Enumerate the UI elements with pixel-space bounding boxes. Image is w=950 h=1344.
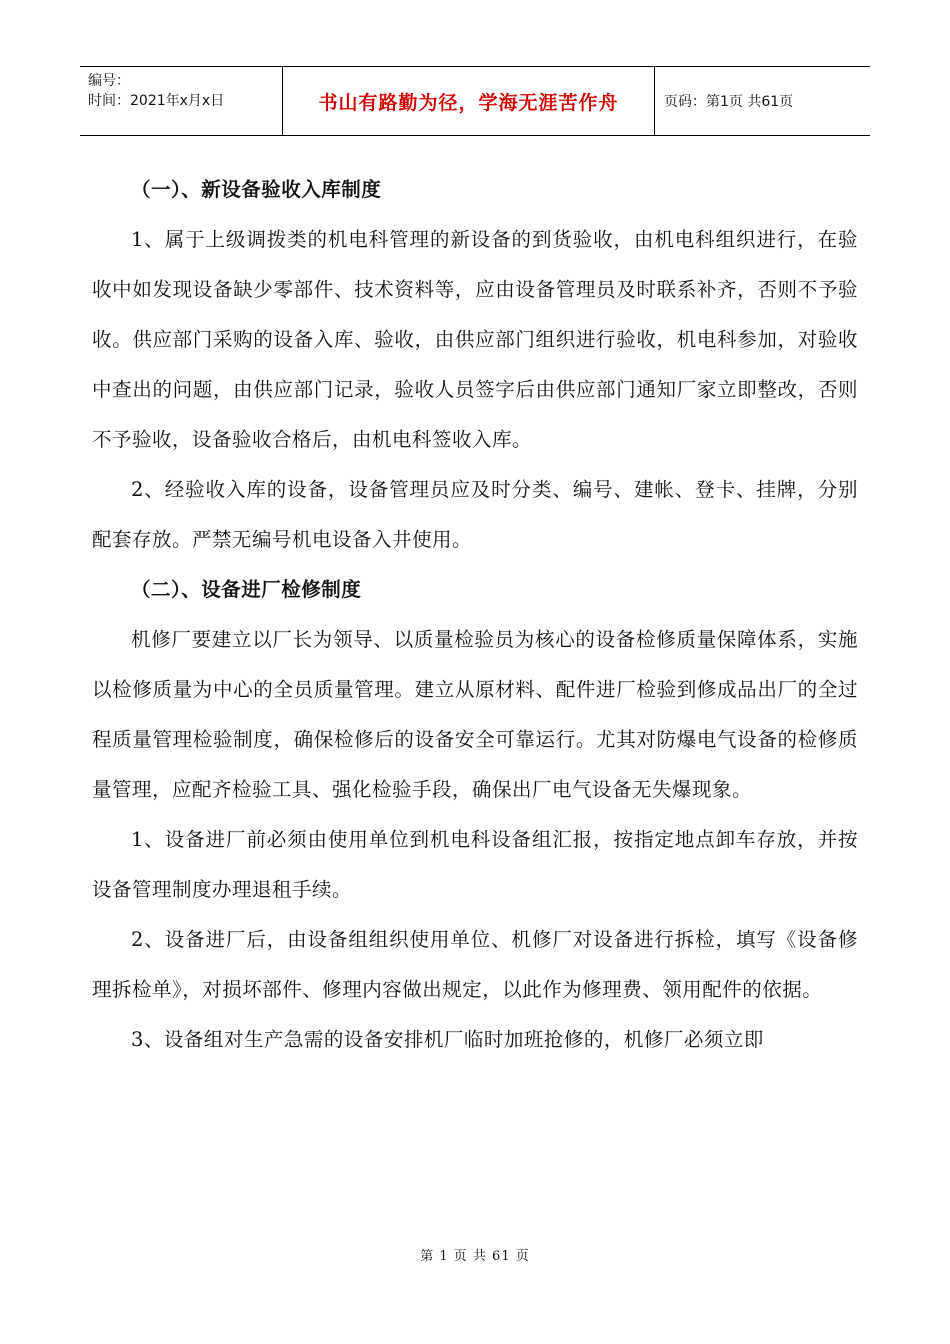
page-footer: 第 1 页 共 61 页: [420, 1249, 530, 1264]
paragraph: 1、属于上级调拨类的机电科管理的新设备的到货验收，由机电科组织进行，在验收中如发现设备缺少零部件、技术资料等，应由设备管理员及时联系补齐，否则不予验收。供应部门采购的设备入库、验收，由供应部门组织进行验收，机电科参加，对验收中查出的问题，由供应部门记录，验收人员签字后由供应部门通知厂家立即整改，否则不予验收，设备验收合格后，由机电科签收入库。: [92, 228, 858, 451]
header-motto-cell: [282, 67, 655, 135]
paragraph: 2、经验收入库的设备，设备管理员应及时分类、编号、建帐、登卡、挂牌，分别配套存放。严禁无编号机电设备入井使用。: [92, 478, 858, 551]
header-page-cell: [655, 67, 870, 135]
time-label: 时间：2021年x月x日: [88, 93, 225, 109]
paragraph: 机修厂要建立以厂长为领导、以质量检验员为核心的设备检修质量保障体系，实施以检修质量为中心的全员质量管理。建立从原材料、配件进厂检验到修成品出厂的全过程质量管理检验制度，确保检修后的设备安全可靠运行。尤其对防爆电气设备的检修质量管理，应配齐检验工具、强化检验手段，确保出厂电气设备无失爆现象。: [92, 628, 858, 801]
header-table: [80, 66, 870, 136]
motto-text: 书山有路勤为径，学海无涯苦作舟: [318, 91, 619, 114]
paragraph: 1、设备进厂前必须由使用单位到机电科设备组汇报，按指定地点卸车存放，并按设备管理制度办理退租手续。: [92, 828, 858, 901]
section-heading-2: （二）、设备进厂检修制度: [131, 578, 362, 601]
section-heading-1: （一）、新设备验收入库制度: [131, 178, 382, 201]
document-body: [92, 165, 858, 1065]
header-meta-cell: [80, 67, 282, 135]
page-info: 页码：第1页 共61页: [664, 94, 794, 110]
paragraph: 2、设备进厂后，由设备组组织使用单位、机修厂对设备进行拆检，填写《设备修理拆检单》，对损坏部件、修理内容做出规定，以此作为修理费、领用配件的依据。: [92, 928, 858, 1001]
doc-number-label: 编号：: [88, 73, 130, 89]
paragraph: 3、设备组对生产急需的设备安排机厂临时加班抢修的，机修厂必须立即: [131, 1028, 764, 1051]
